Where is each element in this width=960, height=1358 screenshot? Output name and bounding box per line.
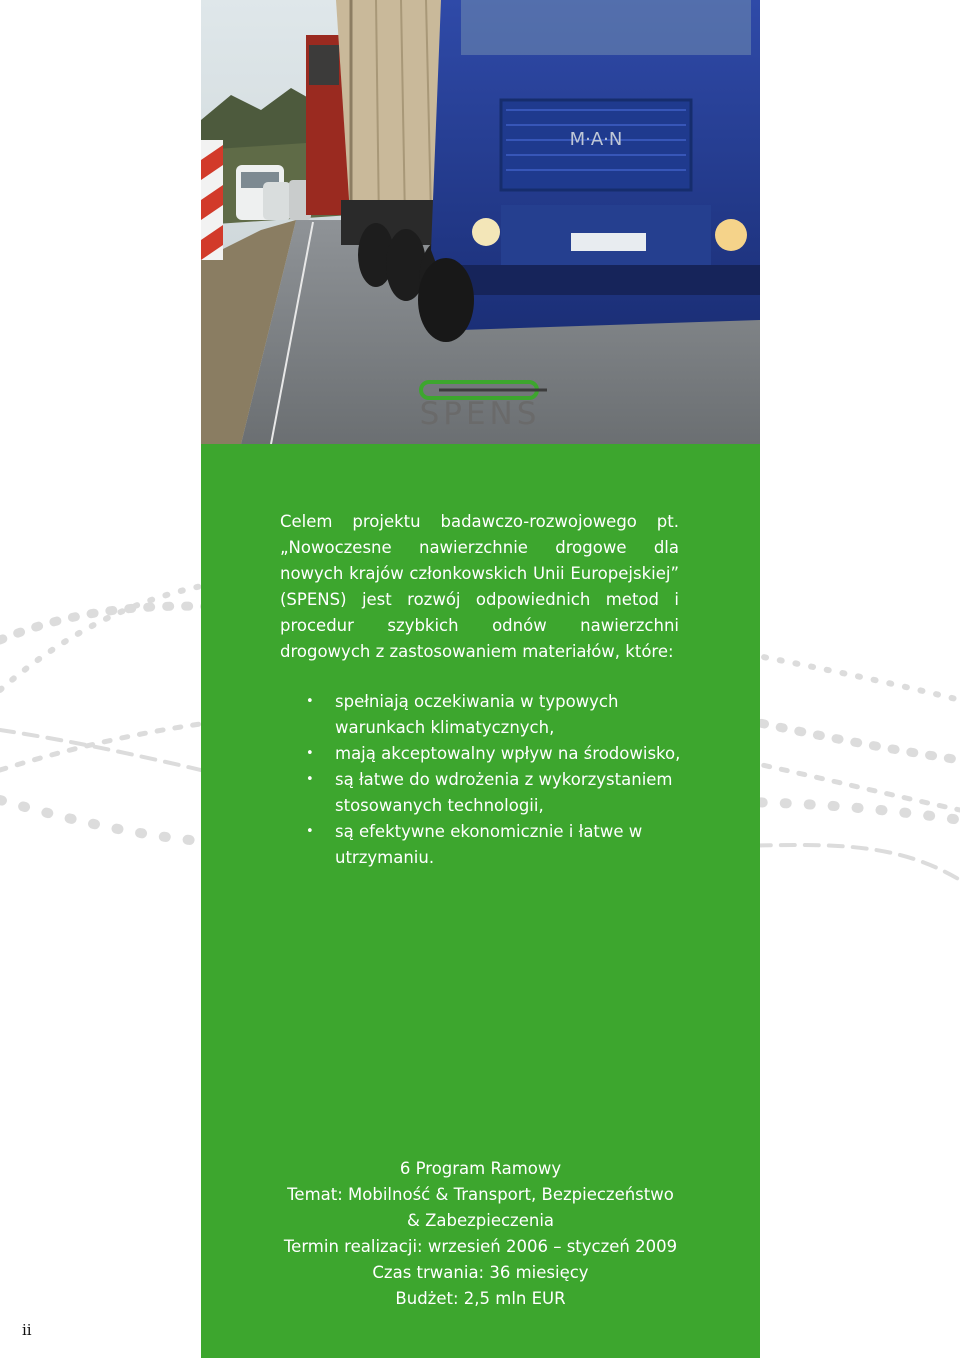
list-item-text: są łatwe do wdrożenia z wykorzystaniem stosowanych technologii, — [335, 770, 673, 815]
list-item-text: spełniają oczekiwania w typowych warunkach klimatycznych, — [335, 692, 619, 737]
budget-line: Budżet: 2,5 mln EUR — [395, 1289, 566, 1308]
logo-text: SPENS — [419, 396, 541, 432]
period-line: Termin realizacji: wrzesień 2006 – styczeń 2009 — [283, 1237, 678, 1256]
list-item — [304, 689, 694, 741]
list-item-text: mają akceptowalny wpływ na środowisko, — [335, 744, 681, 763]
list-item-text: są efektywne ekonomicznie i łatwe w utrzymaniu. — [335, 822, 643, 867]
page-number: ii — [22, 1321, 32, 1339]
intro-paragraph: Celem projektu badawczo-rozwojowego pt. „Nowoczesne nawierzchnie drogowe dla nowych krajów członkowskich Unii Europejskiej” (SPENS) jest rozwój odpowiednich metod i procedur szybkich odnów nawierzchni drogowych z zastosowaniem materiałów, które: — [280, 512, 679, 661]
bullet-icon: • — [306, 694, 314, 709]
list-item — [304, 767, 694, 819]
list-item — [304, 819, 694, 871]
duration-line: Czas trwania: 36 miesięcy — [372, 1263, 589, 1282]
objectives-list — [304, 689, 694, 871]
spens-logo — [399, 378, 561, 434]
list-item — [304, 741, 694, 767]
topic-line: Temat: Mobilność & Transport, Bezpieczeństwo & Zabezpieczenia — [287, 1185, 674, 1230]
bullet-icon: • — [306, 824, 314, 839]
bullet-icon: • — [306, 746, 314, 761]
bullet-icon: • — [306, 772, 314, 787]
svg-text:M·A·N: M·A·N — [569, 129, 623, 150]
program-line: 6 Program Ramowy — [399, 1159, 562, 1178]
program-info — [201, 1156, 760, 1312]
